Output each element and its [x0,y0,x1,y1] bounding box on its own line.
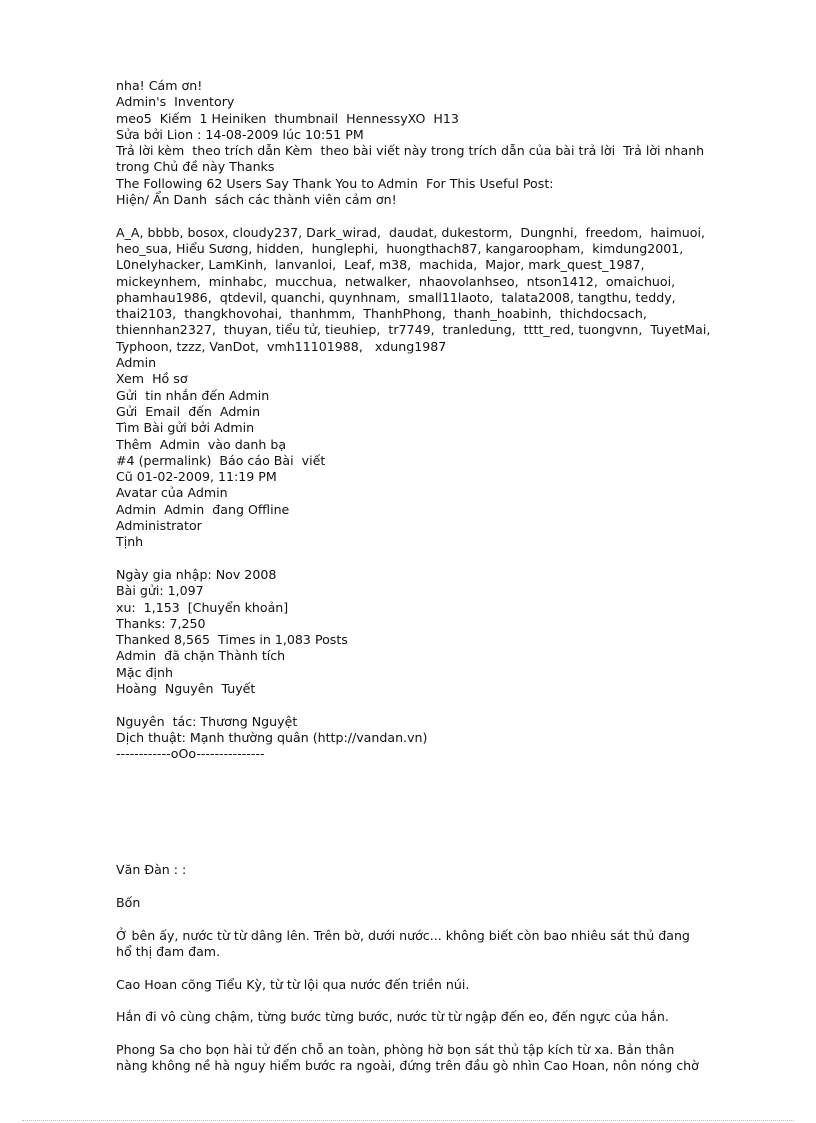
text-line: meo5 Kiếm 1 Heiniken thumbnail HennessyXO H13 [116,110,459,126]
text-line: mickeynhem, minhabc, mucchua, netwalker, nhaovolanhseo, ntson1412, omaichuoi, [116,273,676,289]
text-line: Ở bên ấy, nước từ từ dâng lên. Trên bờ, dưới nước... không biết còn bao nhiêu sát thủ đang [116,927,690,943]
text-line: Dịch thuật: Mạnh thường quân (http://vandan.vn) [116,729,428,745]
spacer [116,208,766,224]
text-line: Typhoon, tzzz, VanDot, vmh11101988, xdung1987 [116,338,447,354]
text-line: Tìm Bài gửi bởi Admin [116,420,255,436]
story-paragraph [116,1009,766,1025]
text-line: hổ thị đam đam. [116,943,221,959]
spacer [116,697,766,713]
user-stats-section [116,567,766,697]
story-source: Văn Đàn : : [116,862,187,878]
thanks-users-list [116,225,766,355]
text-line: Xem Hồ sơ [116,371,188,387]
text-line: Thêm Admin vào danh bạ [116,436,287,452]
story-paragraph [116,928,766,961]
spacer [116,911,766,927]
text-line: Gửi Email đến Admin [116,403,261,419]
post-info-section [116,355,766,551]
text-line: Gửi tin nhắn đến Admin [116,387,270,403]
text-line: Admin [116,355,157,371]
text-line: Trả lời kèm theo trích dẫn Kèm theo bài viết này trong trích dẫn của bài trả lời Trả lời nhanh [116,143,705,159]
text-line: Thanked 8,565 Times in 1,083 Posts [116,632,348,648]
spacer [116,993,766,1009]
story-section [116,862,766,1074]
text-line: Bài gửi: 1,097 [116,583,204,599]
text-line: L0neIyhacker, LamKinh, lanvanloi, Leaf, m38, machida, Major, mark_quest_1987, [116,257,645,273]
text-line: Phong Sa cho bọn hài tử đến chỗ an toàn, phòng hờ bọn sát thủ tập kích từ xa. Bản thân [116,1041,675,1057]
text-line: Avatar của Admin [116,485,228,501]
text-line: #4 (permalink) Báo cáo Bài viết [116,452,326,468]
text-line: ------------oOo--------------- [116,746,265,762]
text-line: Hiện/ Ẩn Danh sách các thành viên cảm ơn! [116,192,397,208]
text-line: thiennhan2327, thuyan, tiểu tử, tieuhiep, tr7749, tranledung, tttt_red, tuongvnn, TuyetMai, [116,322,711,338]
spacer [116,879,766,895]
page-bottom-border [22,1120,794,1121]
text-line: Admin Admin đang Offline [116,501,290,517]
text-line: The Following 62 Users Say Thank You to Admin For This Useful Post: [116,175,554,191]
text-line: Sửa bởi Lion : 14-08-2009 lúc 10:51 PM [116,126,364,142]
text-line: Hắn đi vô cùng chậm, từng bước từng bước, nước từ từ ngập đến eo, đến ngực của hắn. [116,1009,669,1025]
text-line: Admin đã chặn Thành tích [116,648,286,664]
spacer [116,551,766,567]
text-line: Mặc định [116,664,173,680]
spacer [116,762,766,862]
credits-section [116,714,766,763]
text-line: Administrator [116,518,202,534]
text-line: xu: 1,153 [Chuyển khoản] [116,599,289,615]
spacer [116,960,766,976]
text-line: Cũ 01-02-2009, 11:19 PM [116,469,277,485]
spacer [116,1025,766,1041]
text-line: Hoàng Nguyên Tuyết [116,680,256,696]
text-line: Nguyên tác: Thương Nguyệt [116,713,298,729]
text-line: Thanks: 7,250 [116,615,206,631]
header-section [116,78,766,208]
text-line: nha! Cám ơn! [116,78,203,93]
document-page [116,78,766,1074]
text-line: Cao Hoan cõng Tiểu Kỳ, từ từ lội qua nước đến triền núi. [116,976,470,992]
story-paragraph [116,1042,766,1075]
story-paragraph [116,977,766,993]
chapter-title: Bốn [116,895,141,911]
text-line: heo_sua, Hiểu Sương, hidden, hunglephi, huongthach87, kangaroopham, kimdung2001, [116,240,684,256]
text-line: nàng không nề hà nguy hiểm bước ra ngoài, đứng trên đầu gò nhìn Cao Hoan, nôn nóng chờ [116,1058,699,1074]
text-line: A_A, bbbb, bosox, cloudy237, Dark_wirad, daudat, dukestorm, Dungnhi, freedom, haimuoi, [116,224,705,240]
text-line: thai2103, thangkhovohai, thanhmm, ThanhPhong, thanh_hoabinh, thichdocsach, [116,306,647,322]
text-line: Admin's Inventory [116,94,235,110]
text-line: phamhau1986, qtdevil, quanchi, quynhnam, small11laoto, talata2008, tangthu, teddy, [116,289,676,305]
text-line: Ngày gia nhập: Nov 2008 [116,566,277,582]
text-line: trong Chủ đề này Thanks [116,159,275,175]
text-line: Tịnh [116,534,144,550]
